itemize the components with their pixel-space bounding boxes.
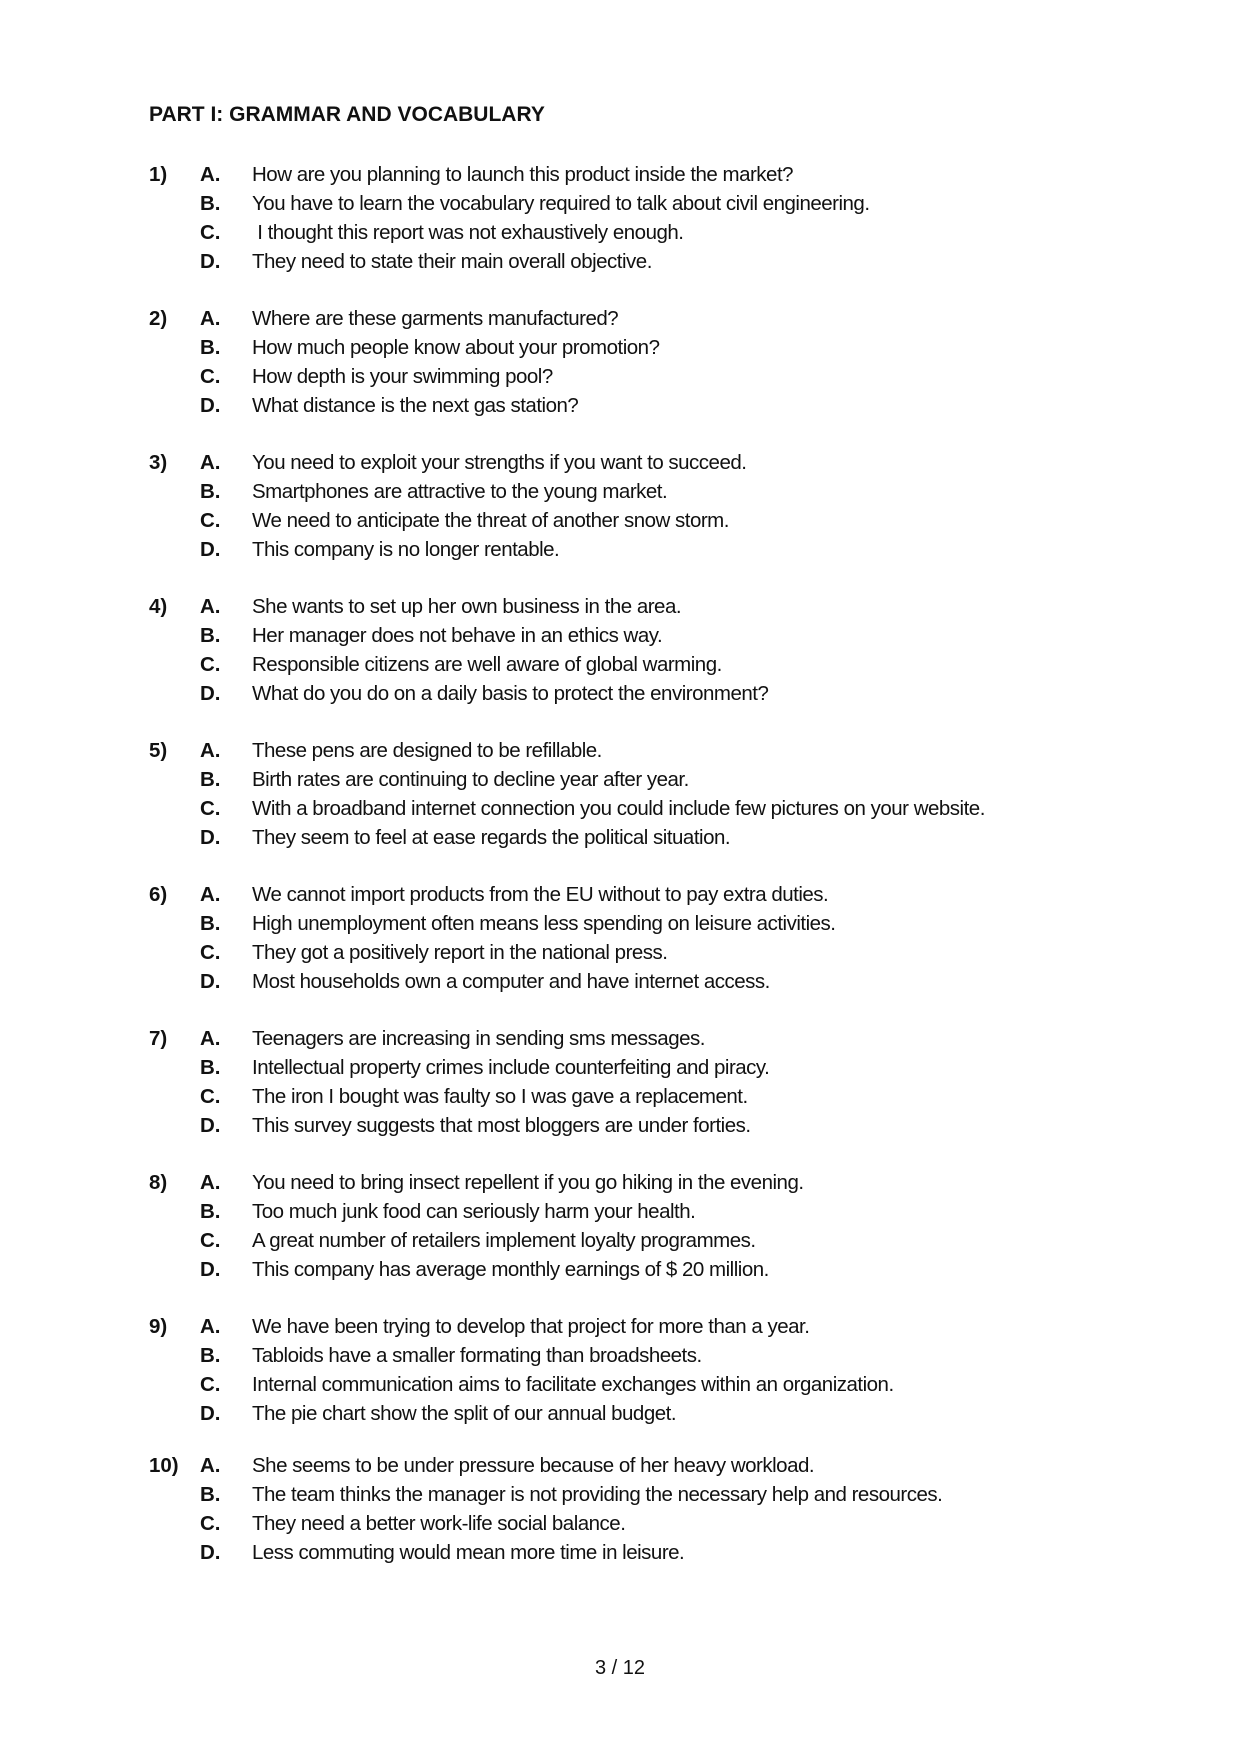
option-a	[149, 880, 1149, 909]
option-a	[149, 304, 1149, 333]
option-a	[149, 1451, 1149, 1480]
option-text: This company is no longer rentable.	[252, 538, 560, 561]
option-b	[149, 621, 1149, 650]
option-letter: D.	[200, 250, 221, 273]
option-text: They got a positively report in the national press.	[252, 941, 668, 964]
option-letter: A.	[200, 307, 221, 330]
option-letter: D.	[200, 826, 221, 849]
question-number: 2)	[149, 307, 168, 330]
option-a	[149, 1024, 1149, 1053]
option-letter: B.	[200, 336, 221, 359]
option-letter: A.	[200, 451, 221, 474]
option-letter: D.	[200, 1258, 221, 1281]
option-text: Where are these garments manufactured?	[252, 307, 619, 330]
option-text: What do you do on a daily basis to protect the environment?	[252, 682, 769, 705]
option-a	[149, 160, 1149, 189]
option-text: High unemployment often means less spending on leisure activities.	[252, 912, 836, 935]
option-c	[149, 506, 1149, 535]
option-text: A great number of retailers implement loyalty programmes.	[252, 1229, 756, 1252]
question-7	[149, 1024, 1149, 1168]
question-number: 8)	[149, 1171, 168, 1194]
option-text: This company has average monthly earnings of $ 20 million.	[252, 1258, 769, 1281]
option-letter: D.	[200, 1402, 221, 1425]
option-text: You have to learn the vocabulary required to talk about civil engineering.	[252, 192, 870, 215]
option-b	[149, 765, 1149, 794]
option-a	[149, 1168, 1149, 1197]
option-letter: C.	[200, 509, 221, 532]
option-letter: A.	[200, 1171, 221, 1194]
option-text: Teenagers are increasing in sending sms messages.	[252, 1027, 705, 1050]
question-4	[149, 592, 1149, 736]
option-text: Her manager does not behave in an ethics way.	[252, 624, 663, 647]
option-text: These pens are designed to be refillable.	[252, 739, 602, 762]
option-text: We have been trying to develop that project for more than a year.	[252, 1315, 810, 1338]
question-9	[149, 1312, 1149, 1451]
option-letter: B.	[200, 1200, 221, 1223]
option-c	[149, 1082, 1149, 1111]
option-c	[149, 1509, 1149, 1538]
option-b	[149, 477, 1149, 506]
option-text: Internal communication aims to facilitate exchanges within an organization.	[252, 1373, 894, 1396]
option-text: Responsible citizens are well aware of global warming.	[252, 653, 722, 676]
option-letter: B.	[200, 1056, 221, 1079]
option-letter: B.	[200, 912, 221, 935]
option-text: You need to bring insect repellent if you go hiking in the evening.	[252, 1171, 804, 1194]
option-a	[149, 448, 1149, 477]
option-text: The iron I bought was faulty so I was gave a replacement.	[252, 1085, 748, 1108]
option-letter: B.	[200, 1344, 221, 1367]
option-c	[149, 938, 1149, 967]
option-b	[149, 189, 1149, 218]
question-10	[149, 1451, 1149, 1595]
option-a	[149, 1312, 1149, 1341]
option-text: Less commuting would mean more time in leisure.	[252, 1541, 685, 1564]
option-b	[149, 1197, 1149, 1226]
option-letter: D.	[200, 1541, 221, 1564]
question-list	[149, 160, 1149, 1595]
question-number: 10)	[149, 1454, 179, 1477]
question-number: 4)	[149, 595, 168, 618]
option-letter: D.	[200, 394, 221, 417]
option-c	[149, 362, 1149, 391]
question-number: 1)	[149, 163, 168, 186]
question-number: 3)	[149, 451, 168, 474]
option-c	[149, 1370, 1149, 1399]
option-text: Intellectual property crimes include counterfeiting and piracy.	[252, 1056, 770, 1079]
option-text: They seem to feel at ease regards the political situation.	[252, 826, 731, 849]
option-letter: D.	[200, 538, 221, 561]
option-text: This survey suggests that most bloggers are under forties.	[252, 1114, 751, 1137]
question-number: 6)	[149, 883, 168, 906]
option-letter: A.	[200, 595, 221, 618]
option-letter: A.	[200, 739, 221, 762]
option-text: She seems to be under pressure because of her heavy workload.	[252, 1454, 815, 1477]
question-8	[149, 1168, 1149, 1312]
option-letter: D.	[200, 682, 221, 705]
option-text: Too much junk food can seriously harm your health.	[252, 1200, 696, 1223]
question-number: 7)	[149, 1027, 168, 1050]
option-text: Most households own a computer and have internet access.	[252, 970, 770, 993]
option-c	[149, 650, 1149, 679]
option-d	[149, 391, 1149, 420]
option-text: Tabloids have a smaller formating than broadsheets.	[252, 1344, 702, 1367]
option-text: What distance is the next gas station?	[252, 394, 579, 417]
question-number: 9)	[149, 1315, 168, 1338]
option-d	[149, 247, 1149, 276]
page-number: 3 / 12	[594, 1657, 646, 1679]
option-text: Birth rates are continuing to decline year after year.	[252, 768, 689, 791]
option-text: They need to state their main overall objective.	[252, 250, 652, 273]
option-letter: C.	[200, 1512, 221, 1535]
option-letter: C.	[200, 797, 221, 820]
question-number: 5)	[149, 739, 168, 762]
option-d	[149, 967, 1149, 996]
question-3	[149, 448, 1149, 592]
option-text: You need to exploit your strengths if you want to succeed.	[252, 451, 747, 474]
question-1	[149, 160, 1149, 304]
option-letter: A.	[200, 1315, 221, 1338]
option-text: How are you planning to launch this product inside the market?	[252, 163, 794, 186]
option-d	[149, 1255, 1149, 1284]
option-letter: D.	[200, 970, 221, 993]
option-text: Smartphones are attractive to the young market.	[252, 480, 668, 503]
option-letter: A.	[200, 1454, 221, 1477]
option-letter: B.	[200, 768, 221, 791]
question-2	[149, 304, 1149, 448]
option-b	[149, 1480, 1149, 1509]
option-c	[149, 794, 1149, 823]
option-letter: B.	[200, 624, 221, 647]
option-letter: C.	[200, 365, 221, 388]
option-d	[149, 535, 1149, 564]
option-b	[149, 1053, 1149, 1082]
option-letter: D.	[200, 1114, 221, 1137]
option-text: With a broadband internet connection you could include few pictures on your website.	[252, 797, 985, 820]
question-5	[149, 736, 1149, 880]
option-text: We cannot import products from the EU without to pay extra duties.	[252, 883, 829, 906]
option-letter: B.	[200, 192, 221, 215]
option-d	[149, 679, 1149, 708]
option-text: They need a better work-life social balance.	[252, 1512, 626, 1535]
option-text: The pie chart show the split of our annual budget.	[252, 1402, 677, 1425]
page-title: PART I: GRAMMAR AND VOCABULARY	[149, 103, 545, 126]
option-text: How depth is your swimming pool?	[252, 365, 553, 388]
option-c	[149, 1226, 1149, 1255]
option-letter: B.	[200, 1483, 221, 1506]
option-d	[149, 1538, 1149, 1567]
option-b	[149, 909, 1149, 938]
option-letter: B.	[200, 480, 221, 503]
option-letter: A.	[200, 883, 221, 906]
option-letter: C.	[200, 653, 221, 676]
option-letter: A.	[200, 1027, 221, 1050]
option-text: How much people know about your promotion?	[252, 336, 660, 359]
option-d	[149, 1399, 1149, 1428]
option-d	[149, 1111, 1149, 1140]
option-a	[149, 592, 1149, 621]
option-letter: C.	[200, 221, 221, 244]
option-letter: C.	[200, 1229, 221, 1252]
option-b	[149, 1341, 1149, 1370]
option-text: She wants to set up her own business in the area.	[252, 595, 682, 618]
option-a	[149, 736, 1149, 765]
option-text: The team thinks the manager is not providing the necessary help and resources.	[252, 1483, 943, 1506]
option-letter: A.	[200, 163, 221, 186]
option-text: I thought this report was not exhaustively enough.	[252, 221, 684, 244]
option-letter: C.	[200, 1373, 221, 1396]
option-text: We need to anticipate the threat of another snow storm.	[252, 509, 729, 532]
option-c	[149, 218, 1149, 247]
option-letter: C.	[200, 941, 221, 964]
question-6	[149, 880, 1149, 1024]
option-b	[149, 333, 1149, 362]
option-d	[149, 823, 1149, 852]
option-letter: C.	[200, 1085, 221, 1108]
